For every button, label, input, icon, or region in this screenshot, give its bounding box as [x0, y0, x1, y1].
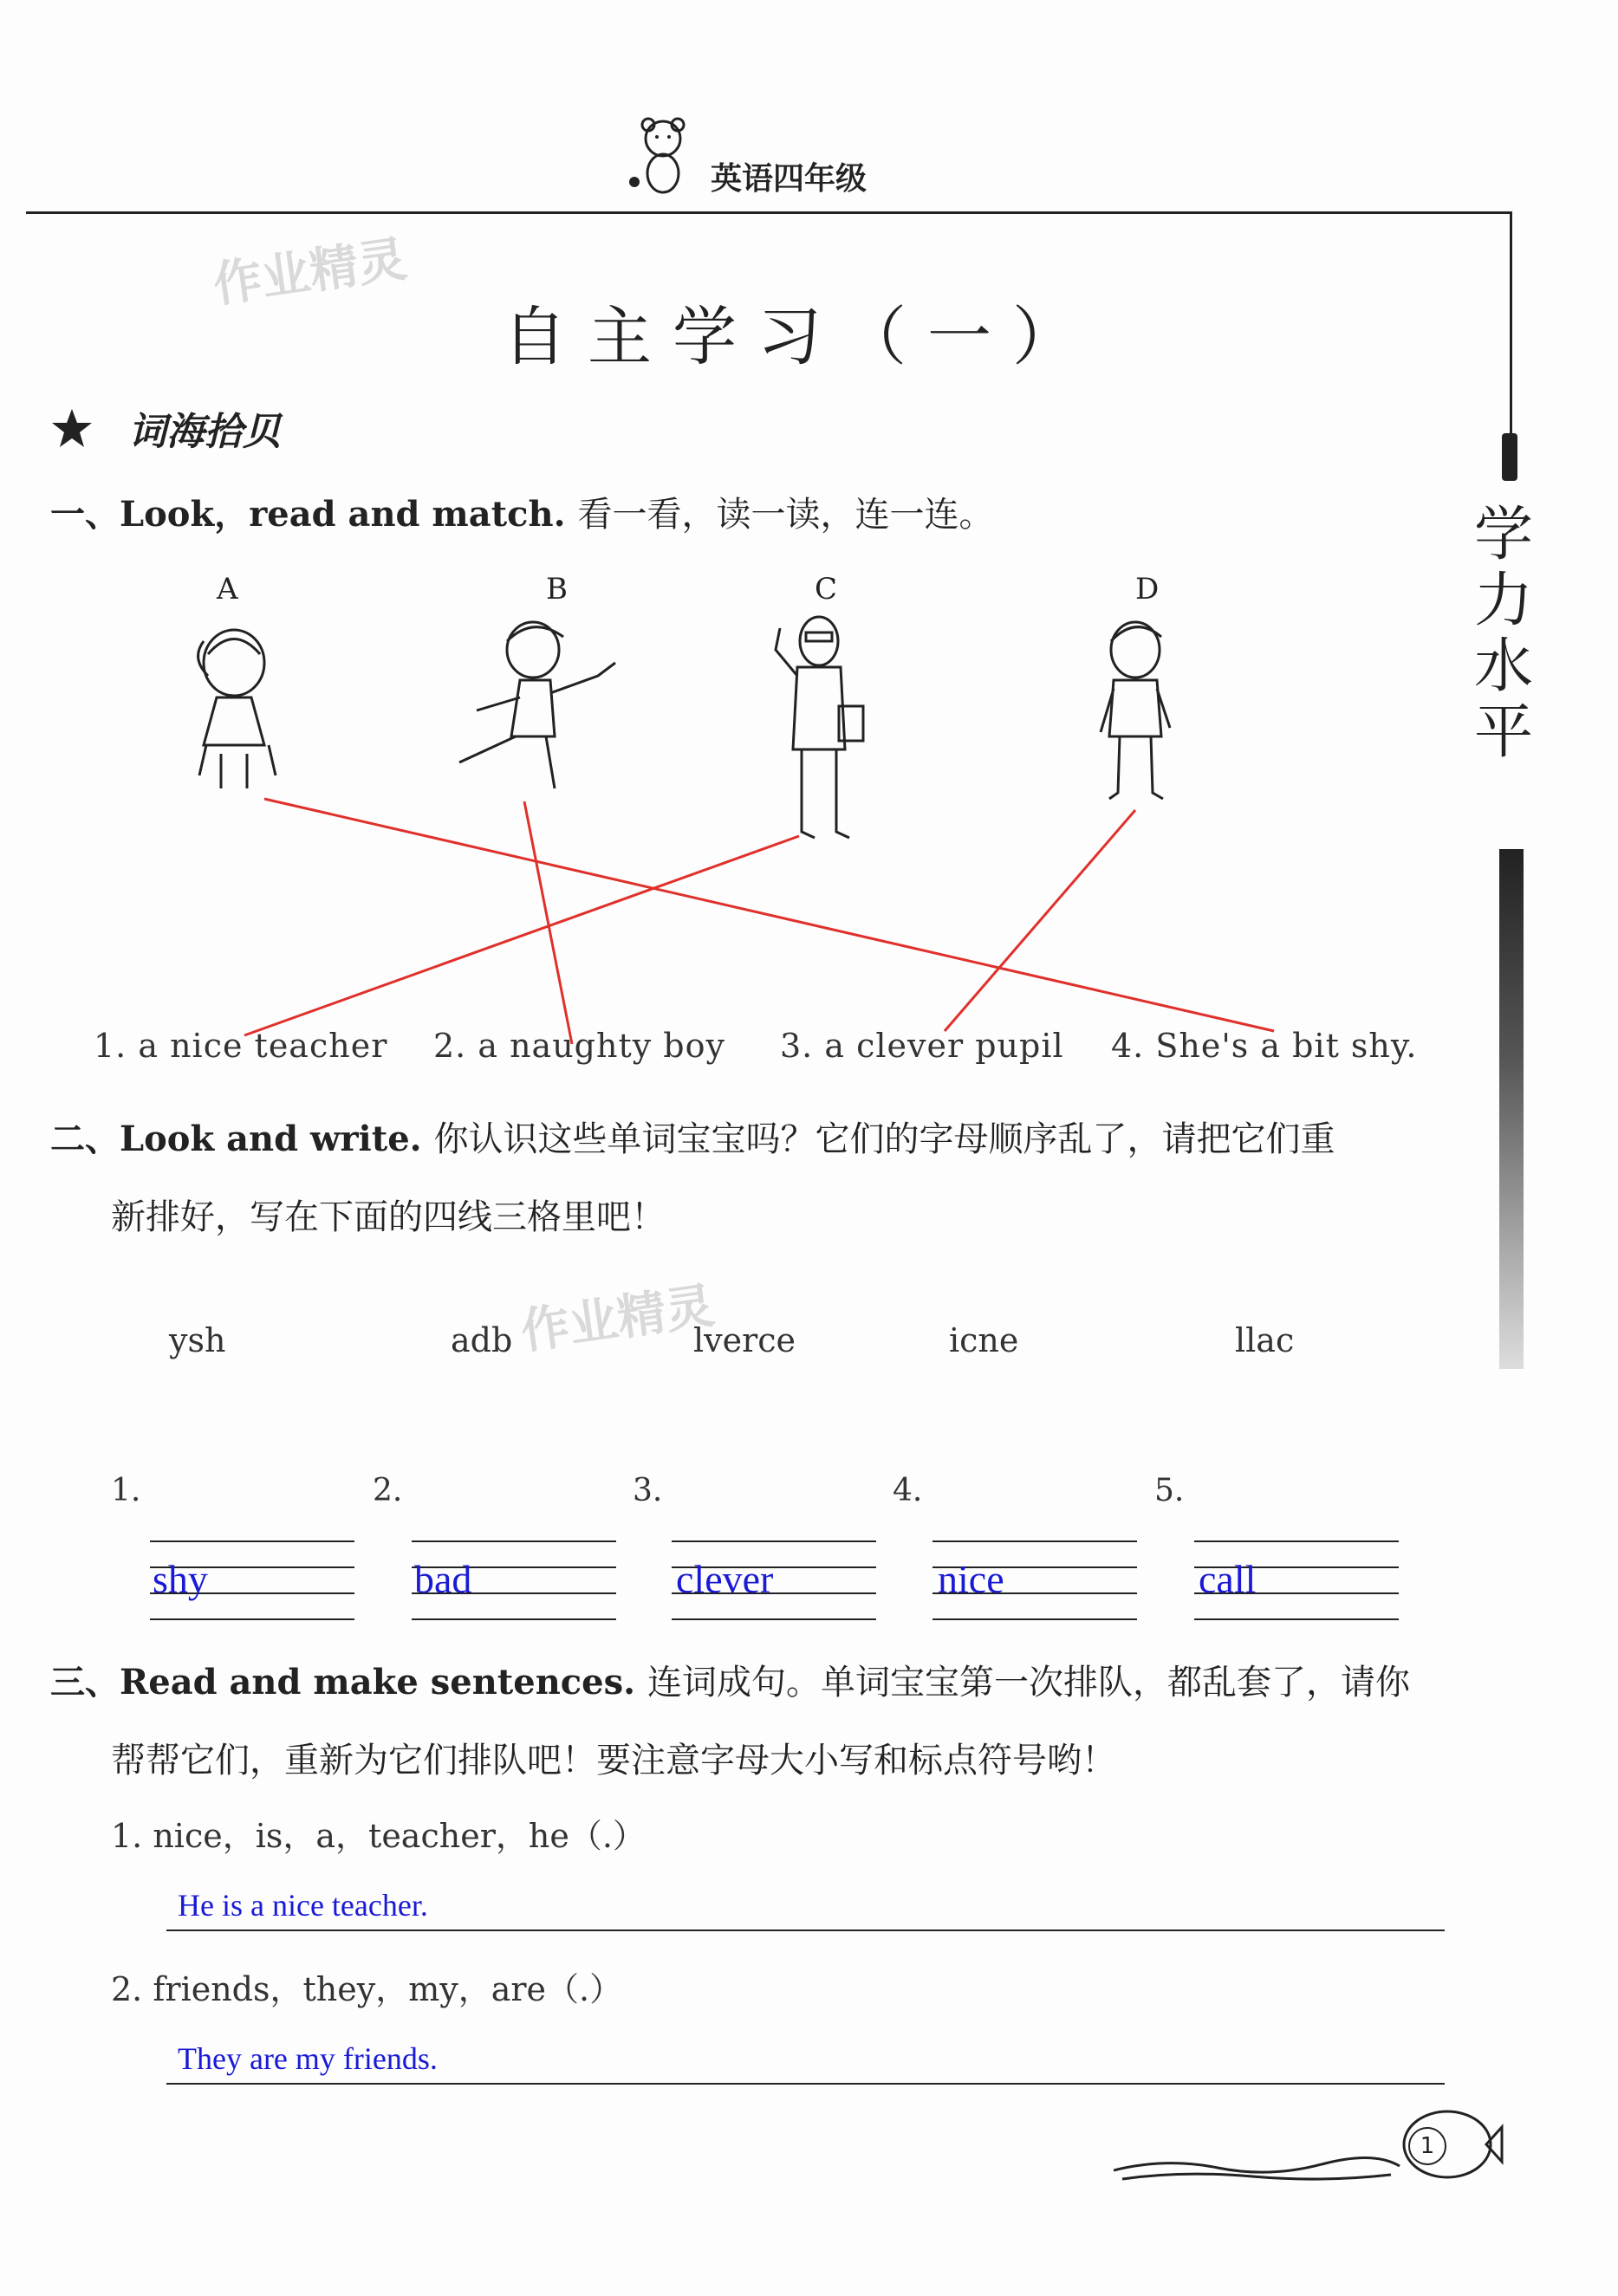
answer-line-1[interactable]	[166, 1930, 1445, 1931]
watermark: 作业精灵	[517, 1277, 718, 1361]
answer-word-2: bad	[414, 1557, 472, 1601]
answer-number-2: 2.	[373, 1473, 403, 1508]
q2-label: 二、Look and write.	[50, 1119, 422, 1159]
picture-letter-d: D	[1135, 572, 1160, 606]
q3-label: 三、Read and make sentences.	[50, 1662, 636, 1703]
match-line-a-4	[264, 799, 1274, 1031]
match-phrase-1: 1. a nice teacher	[94, 1027, 388, 1065]
match-line-b-2	[524, 801, 572, 1044]
section-label: 词海拾贝	[128, 410, 281, 454]
scrambled-word-4: icne	[949, 1321, 1019, 1359]
page-title: 自主学习（一）	[503, 300, 1097, 374]
match-line-d-3	[945, 810, 1135, 1031]
sentence-answer-1: He is a nice teacher.	[178, 1888, 428, 1923]
match-lines	[0, 0, 1618, 1086]
match-phrase-2: 2. a naughty boy	[433, 1027, 725, 1065]
answer-number-3: 3.	[633, 1473, 663, 1508]
match-phrase-4: 4. She's a bit shy.	[1111, 1027, 1418, 1065]
answer-word-4: nice	[938, 1557, 1004, 1601]
sentence-prompt-2: 2. friends，they，my，are（.）	[111, 1970, 623, 2008]
side-brand: 学力水平	[1473, 501, 1533, 767]
answer-number-5: 5.	[1154, 1473, 1185, 1508]
answer-word-3: clever	[676, 1557, 774, 1601]
answer-word-5: call	[1199, 1557, 1257, 1601]
scrambled-word-1: ysh	[169, 1321, 226, 1359]
scrambled-word-3: lverce	[693, 1321, 796, 1359]
match-line-c-1	[244, 836, 799, 1035]
page-number: 1	[1408, 2127, 1446, 2165]
q1-instruction: 看一看，读一读，连一连。	[577, 495, 994, 535]
match-phrase-3: 3. a clever pupil	[780, 1027, 1064, 1065]
q3-instruction-2: 帮帮它们，重新为它们排队吧！要注意字母大小写和标点符号哟！	[111, 1741, 1116, 1780]
picture-letter-a: A	[217, 572, 238, 606]
answer-number-1: 1.	[111, 1473, 141, 1508]
q3-heading	[50, 1655, 1410, 1704]
picture-letter-b: B	[546, 572, 568, 606]
q2-instruction-1: 你认识这些单词宝宝吗？它们的字母顺序乱了，请把它们重	[433, 1119, 1335, 1159]
q2-instruction-2: 新排好，写在下面的四线三格里吧！	[111, 1197, 666, 1237]
answer-line-2[interactable]	[166, 2083, 1445, 2085]
watermark: 作业精灵	[210, 230, 411, 315]
q2-heading	[50, 1112, 1335, 1161]
scrambled-word-2: adb	[451, 1321, 513, 1359]
answer-word-1: shy	[153, 1557, 208, 1601]
header-grade: 英语四年级	[711, 161, 867, 197]
answer-number-4: 4.	[893, 1473, 923, 1508]
sentence-answer-2: They are my friends.	[178, 2041, 438, 2076]
scrambled-word-5: llac	[1235, 1321, 1295, 1359]
sentence-prompt-1: 1. nice，is，a，teacher，he（.）	[111, 1817, 646, 1855]
picture-letter-c: C	[815, 572, 838, 606]
q1-label: 一、Look，read and match.	[50, 494, 566, 535]
q3-instruction-1: 连词成句。单词宝宝第一次排队，都乱套了，请你	[647, 1663, 1410, 1703]
